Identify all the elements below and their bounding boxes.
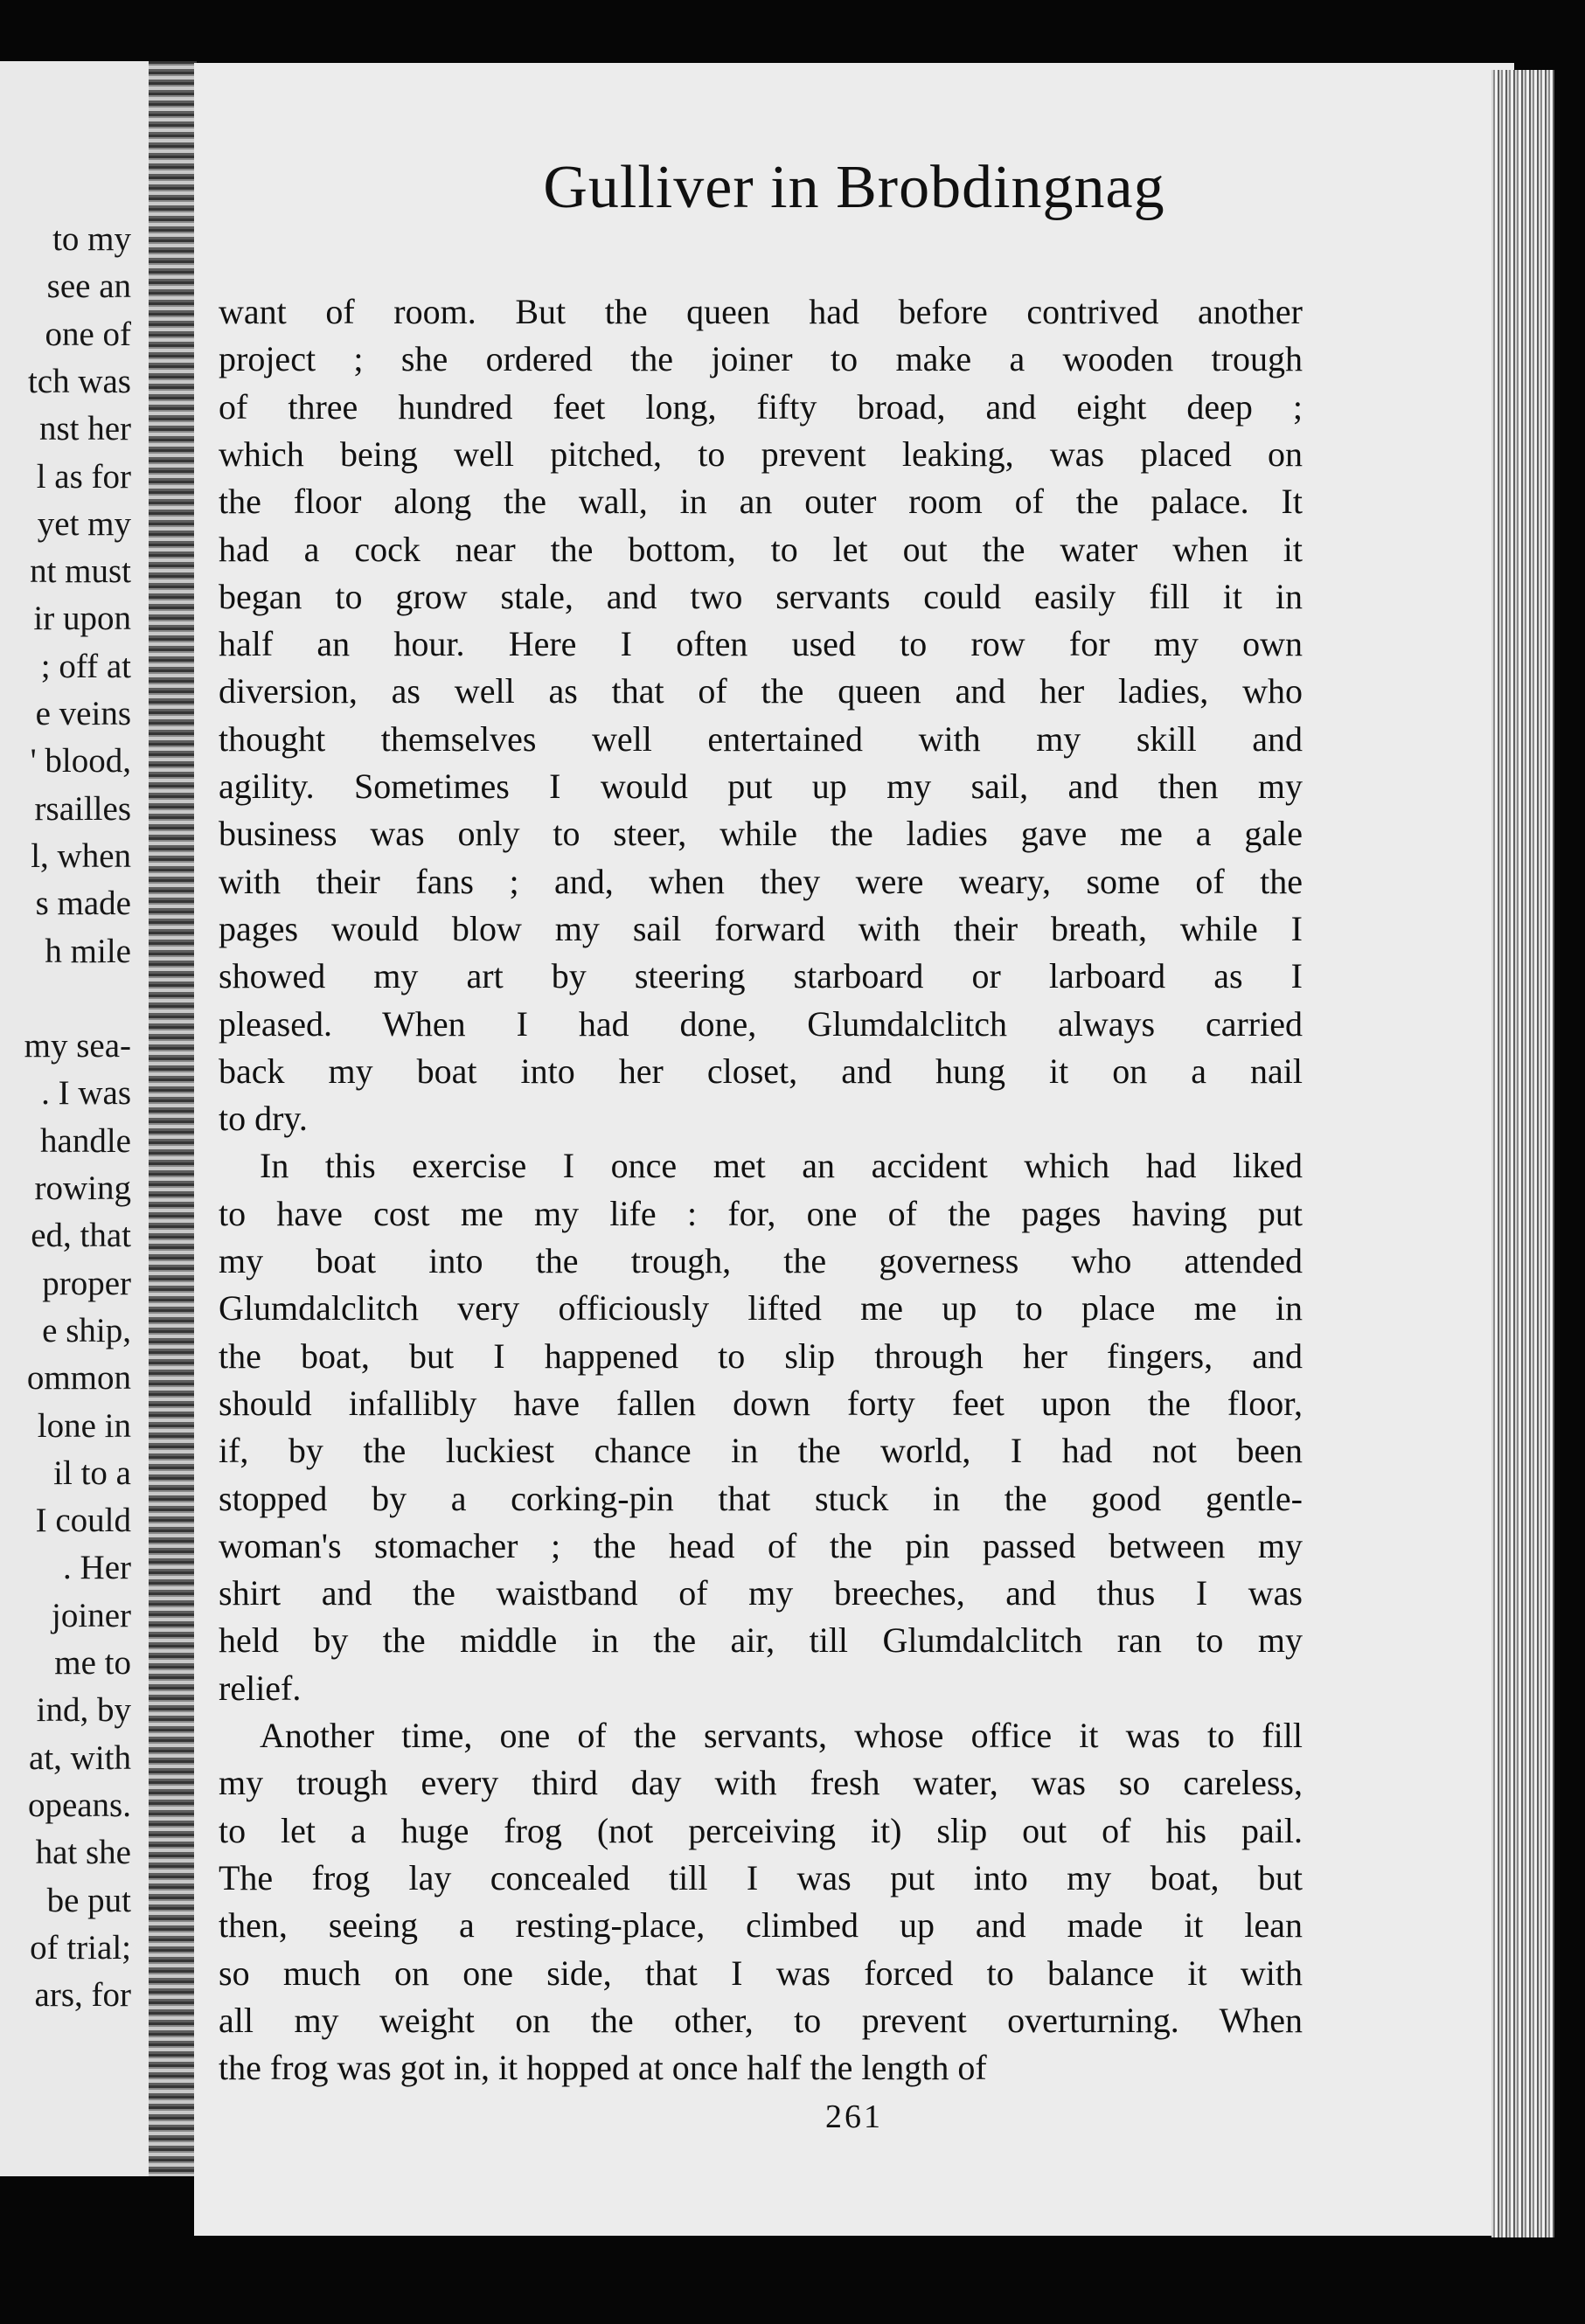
left-page-line: l, when: [31, 836, 131, 875]
text-line: Another time, one of the servants, whose office it was to fill: [260, 1716, 1303, 1755]
text-line: the floor along the wall, in an outer room of the palace. It: [219, 482, 1303, 522]
text-line: my boat into the trough, the governess who attended: [219, 1241, 1303, 1280]
text-line: want of room. But the queen had before contrived another: [219, 292, 1303, 331]
text-line: all my weight on the other, to prevent overturning. When: [219, 2000, 1303, 2040]
text-line: the frog was got in, it hopped at once half the length of: [219, 2048, 987, 2088]
text-line: woman's stomacher ; the head of the pin passed between my: [219, 1525, 1303, 1565]
left-page-line: nt must: [30, 552, 131, 591]
left-page-line: . Her: [63, 1549, 131, 1587]
left-page-line: ars, for: [34, 1976, 131, 2015]
left-page-line: at, with: [29, 1738, 131, 1777]
text-line: had a cock near the bottom, to let out the water when it: [219, 529, 1303, 569]
text-line: then, seeing a resting-place, climbed up and made it lean: [219, 1905, 1303, 1946]
left-page-line: ; off at: [40, 647, 131, 685]
text-line: diversion, as well as that of the queen and her ladies, who: [219, 671, 1303, 711]
text-line: should infallibly have fallen down forty feet upon the floor,: [219, 1383, 1303, 1423]
page-edges: [1491, 70, 1554, 2237]
text-line: The frog lay concealed till I was put into my boat, but: [219, 1857, 1303, 1897]
left-page-line: ommon: [26, 1359, 131, 1398]
left-page-line: ' blood,: [30, 742, 131, 780]
text-line: the boat, but I happened to slip through her fingers, and: [219, 1335, 1303, 1376]
text-line: to dry.: [219, 1099, 308, 1139]
left-page-line: l as for: [36, 457, 131, 496]
left-page-line: . I was: [41, 1074, 131, 1113]
left-page-line: my sea-: [24, 1027, 131, 1065]
text-line: with their fans ; and, when they were weary, some of the: [219, 861, 1303, 901]
text-line: which being well pitched, to prevent leaking, was placed on: [219, 434, 1303, 474]
text-line: In this exercise I once met an accident which had liked: [260, 1146, 1303, 1186]
text-line: project ; she ordered the joiner to make a wooden trough: [219, 339, 1303, 379]
text-line: my trough every third day with fresh water, was so careless,: [219, 1763, 1303, 1803]
left-page-line: rowing: [34, 1169, 131, 1207]
text-line: thought themselves well entertained with my skill and: [219, 718, 1303, 759]
left-page-line: me to: [54, 1644, 131, 1682]
text-line: half an hour. Here I often used to row for my own: [219, 624, 1303, 664]
left-page-line: be put: [46, 1881, 131, 1919]
left-page-line: proper: [42, 1264, 131, 1302]
left-page-line: ind, by: [36, 1691, 131, 1730]
left-page-line: joiner: [52, 1596, 131, 1634]
left-page-line: one of: [45, 315, 131, 353]
text-line: showed my art by steering starboard or larboard as I: [219, 956, 1303, 996]
left-page-line: of trial;: [30, 1928, 131, 1967]
left-page-line: nst her: [38, 410, 131, 448]
left-page-line: il to a: [53, 1453, 131, 1492]
text-line: back my boat into her closet, and hung it on a nail: [219, 1051, 1303, 1091]
text-line: if, by the luckiest chance in the world, I had not been: [219, 1431, 1303, 1471]
text-line: agility. Sometimes I would put up my sail, and then my: [219, 767, 1303, 806]
text-line: pleased. When I had done, Glumdalclitch always carried: [219, 1003, 1303, 1044]
left-page-line: ir upon: [33, 600, 131, 638]
text-line: began to grow stale, and two servants could easily fill it in: [219, 576, 1303, 616]
left-page-line: s made: [35, 885, 131, 923]
text-line: pages would blow my sail forward with their breath, while I: [219, 908, 1303, 948]
book-gutter: [149, 61, 197, 2176]
text-line: to have cost me my life : for, one of the pages having put: [219, 1193, 1303, 1233]
left-page-line: hat she: [35, 1834, 131, 1872]
left-page-line: tch was: [27, 362, 131, 400]
left-page-line: rsailles: [34, 789, 131, 828]
left-page-line: to my: [52, 220, 131, 258]
left-page-line: ed, that: [31, 1217, 131, 1255]
text-line: stopped by a corking-pin that stuck in the good gentle-: [219, 1478, 1303, 1518]
page-number: 261: [825, 2099, 883, 2135]
text-line: held by the middle in the air, till Glumdalclitch ran to my: [219, 1620, 1303, 1661]
left-page-line: e veins: [35, 695, 131, 732]
left-page-line: yet my: [37, 504, 131, 543]
left-page-line: handle: [40, 1121, 131, 1160]
left-page-line: opeans.: [27, 1786, 131, 1824]
text-line: Glumdalclitch very officiously lifted me up to place me in: [219, 1288, 1303, 1328]
text-line: to let a huge frog (not perceiving it) slip out of his pail.: [219, 1810, 1303, 1850]
left-page-line: e ship,: [42, 1311, 131, 1349]
text-line: business was only to steer, while the ladies gave me a gale: [219, 814, 1303, 854]
left-page-line: h mile: [45, 932, 131, 970]
left-page-line: see an: [46, 267, 131, 306]
text-line: relief.: [219, 1668, 302, 1708]
running-head: Gulliver in Brobdingnag: [543, 154, 1165, 221]
left-page-line: lone in: [37, 1406, 131, 1445]
text-line: shirt and the waistband of my breeches, and thus I was: [219, 1573, 1303, 1613]
left-page-line: I could: [35, 1502, 131, 1540]
text-line: of three hundred feet long, fifty broad, and eight deep ;: [219, 386, 1303, 427]
text-line: so much on one side, that I was forced to balance it with: [219, 1953, 1303, 1993]
